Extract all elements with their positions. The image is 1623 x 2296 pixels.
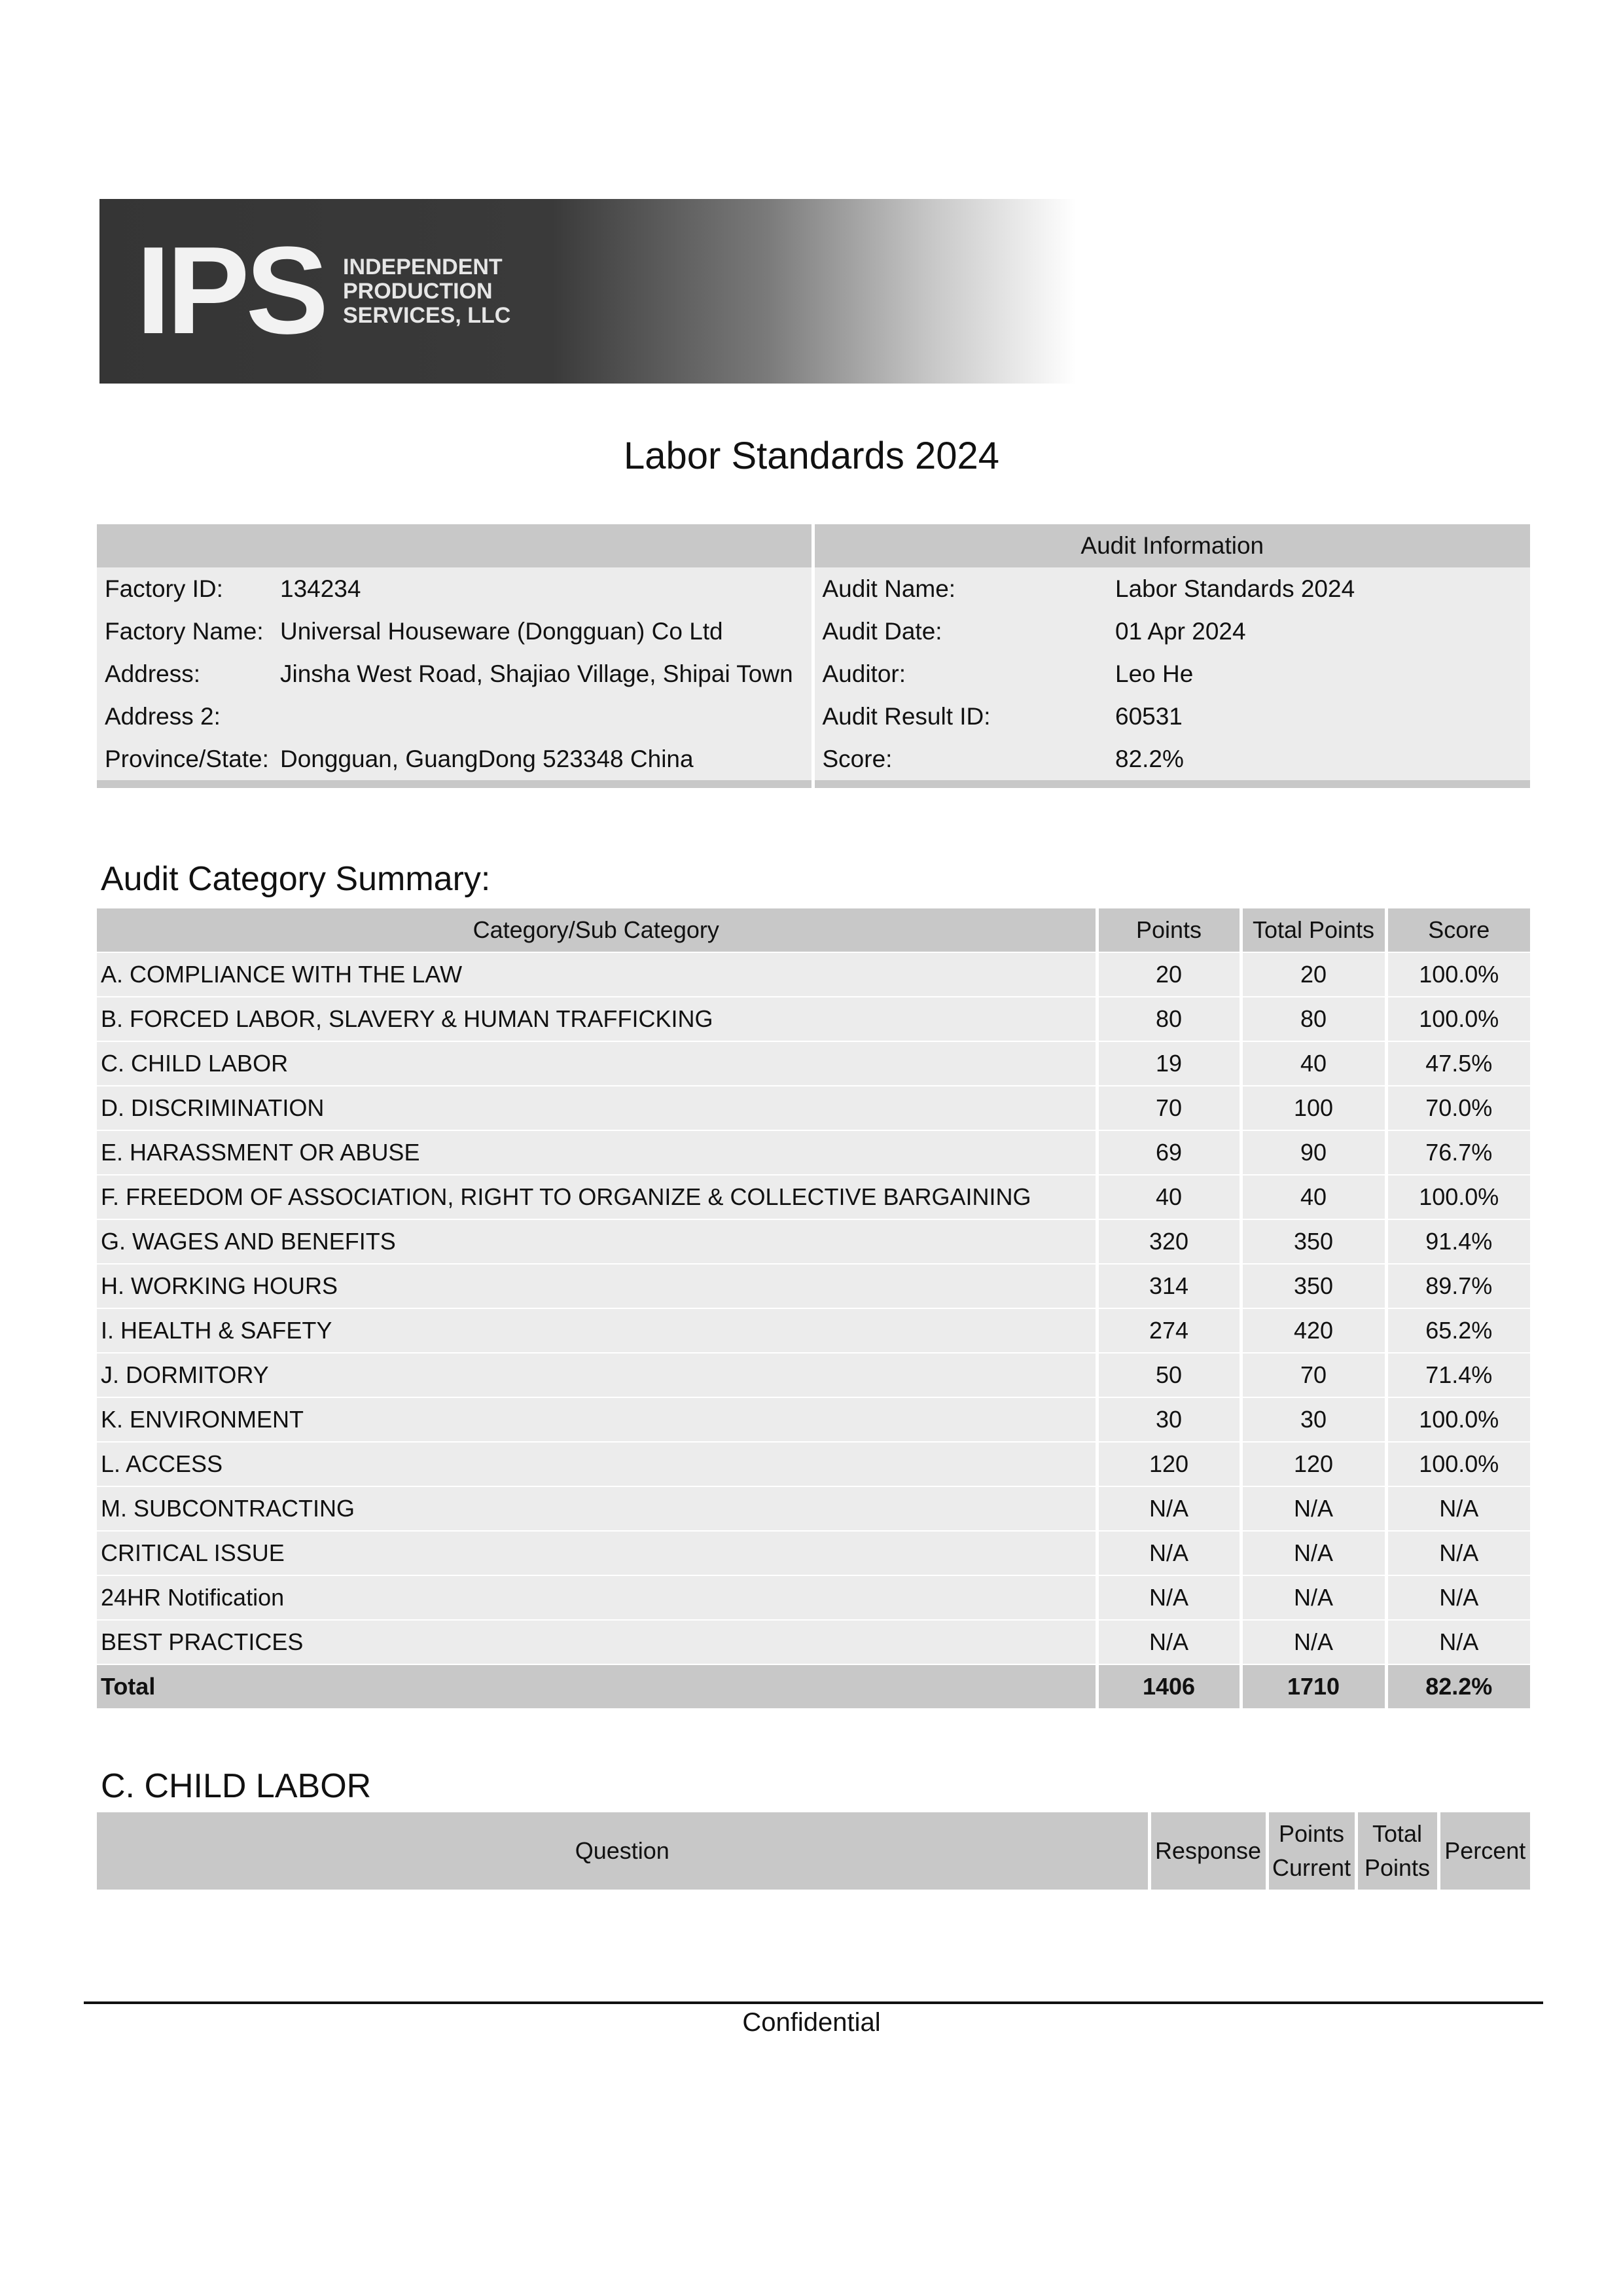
- summary-total-row: [97, 1664, 1530, 1708]
- category-name: B. FORCED LABOR, SLAVERY & HUMAN TRAFFICKING: [97, 997, 1097, 1041]
- factory-id-label: Factory ID:: [97, 567, 272, 610]
- category-points: 30: [1097, 1397, 1241, 1442]
- category-total-points: 120: [1241, 1442, 1386, 1486]
- header-line: Points: [1278, 1820, 1345, 1847]
- category-score: 70.0%: [1386, 1086, 1530, 1130]
- category-score: 47.5%: [1386, 1041, 1530, 1086]
- column-header: Total Points: [1241, 908, 1386, 952]
- category-name: K. ENVIRONMENT: [97, 1397, 1097, 1442]
- category-total-points: 90: [1241, 1130, 1386, 1175]
- category-total-points: 350: [1241, 1219, 1386, 1264]
- category-total-points: 80: [1241, 997, 1386, 1041]
- category-points: N/A: [1097, 1486, 1241, 1531]
- category-score: 100.0%: [1386, 1175, 1530, 1219]
- percent-header: Percent: [1438, 1812, 1530, 1890]
- header-line: Total: [1372, 1820, 1423, 1847]
- table-row: [97, 1308, 1530, 1353]
- category-score: 76.7%: [1386, 1130, 1530, 1175]
- question-table: [97, 1812, 1530, 1890]
- audit-date-label: Audit Date:: [813, 610, 1107, 653]
- category-name: J. DORMITORY: [97, 1353, 1097, 1397]
- total-points-header: [1356, 1812, 1438, 1890]
- category-points: 70: [1097, 1086, 1241, 1130]
- category-score: 100.0%: [1386, 1442, 1530, 1486]
- header-line: Points: [1364, 1854, 1431, 1881]
- table-row: [97, 1041, 1530, 1086]
- category-points: 50: [1097, 1353, 1241, 1397]
- logo-text-line: INDEPENDENT: [343, 255, 503, 279]
- question-header-row: [97, 1812, 1530, 1890]
- table-row: [97, 1264, 1530, 1308]
- factory-name-value: Universal Houseware (Dongguan) Co Ltd: [272, 610, 813, 653]
- address-label: Address:: [97, 653, 272, 695]
- total-label: Total: [97, 1664, 1097, 1708]
- category-total-points: N/A: [1241, 1575, 1386, 1620]
- logo-text-line: SERVICES, LLC: [343, 303, 511, 328]
- category-total-points: 70: [1241, 1353, 1386, 1397]
- auditor-label: Auditor:: [813, 653, 1107, 695]
- info-row: [97, 610, 1530, 653]
- info-row: [97, 695, 1530, 738]
- score-value: 82.2%: [1107, 738, 1530, 780]
- factory-id-value: 134234: [272, 567, 813, 610]
- category-name: L. ACCESS: [97, 1442, 1097, 1486]
- category-score: 89.7%: [1386, 1264, 1530, 1308]
- footer-confidential: Confidential: [742, 2008, 881, 2037]
- table-row: [97, 1086, 1530, 1130]
- address2-label: Address 2:: [97, 695, 272, 738]
- address2-value: [272, 695, 813, 738]
- category-points: 80: [1097, 997, 1241, 1041]
- category-name: A. COMPLIANCE WITH THE LAW: [97, 952, 1097, 997]
- total-score: 82.2%: [1386, 1664, 1530, 1708]
- category-points: 20: [1097, 952, 1241, 997]
- category-score: N/A: [1386, 1486, 1530, 1531]
- category-score: 100.0%: [1386, 997, 1530, 1041]
- category-total-points: 40: [1241, 1175, 1386, 1219]
- category-score: 100.0%: [1386, 1397, 1530, 1442]
- audit-date-value: 01 Apr 2024: [1107, 610, 1530, 653]
- category-name: I. HEALTH & SAFETY: [97, 1308, 1097, 1353]
- score-label: Score:: [813, 738, 1107, 780]
- total-total-points: 1710: [1241, 1664, 1386, 1708]
- address-value: Jinsha West Road, Shajiao Village, Shipai Town: [272, 653, 813, 695]
- category-total-points: N/A: [1241, 1486, 1386, 1531]
- table-row: [97, 1620, 1530, 1664]
- category-total-points: 350: [1241, 1264, 1386, 1308]
- category-points: 40: [1097, 1175, 1241, 1219]
- category-summary-table: [97, 908, 1530, 1708]
- table-row: [97, 997, 1530, 1041]
- category-total-points: 100: [1241, 1086, 1386, 1130]
- category-points: 19: [1097, 1041, 1241, 1086]
- category-points: N/A: [1097, 1531, 1241, 1575]
- category-total-points: 30: [1241, 1397, 1386, 1442]
- category-points: 120: [1097, 1442, 1241, 1486]
- category-name: G. WAGES AND BENEFITS: [97, 1219, 1097, 1264]
- table-row: [97, 1175, 1530, 1219]
- info-row: [97, 567, 1530, 610]
- table-row: [97, 1575, 1530, 1620]
- category-score: N/A: [1386, 1531, 1530, 1575]
- province-value: Dongguan, GuangDong 523348 China: [272, 738, 813, 780]
- column-header: Category/Sub Category: [97, 908, 1097, 952]
- audit-name-label: Audit Name:: [813, 567, 1107, 610]
- summary-title: Audit Category Summary:: [101, 860, 491, 898]
- section-c-title: C. CHILD LABOR: [101, 1767, 372, 1805]
- info-row: [97, 738, 1530, 780]
- category-name: D. DISCRIMINATION: [97, 1086, 1097, 1130]
- category-name: 24HR Notification: [97, 1575, 1097, 1620]
- category-total-points: N/A: [1241, 1620, 1386, 1664]
- company-logo-mark: IPS: [136, 221, 325, 360]
- question-header: Question: [97, 1812, 1149, 1890]
- audit-info-header: Audit Information: [813, 524, 1530, 567]
- category-score: 71.4%: [1386, 1353, 1530, 1397]
- table-row: [97, 1531, 1530, 1575]
- factory-name-label: Factory Name:: [97, 610, 272, 653]
- category-name: BEST PRACTICES: [97, 1620, 1097, 1664]
- header-banner: [99, 199, 1291, 384]
- category-score: 91.4%: [1386, 1219, 1530, 1264]
- column-header: Score: [1386, 908, 1530, 952]
- category-points: 320: [1097, 1219, 1241, 1264]
- category-score: N/A: [1386, 1575, 1530, 1620]
- audit-info-table: [97, 524, 1530, 788]
- response-header: Response: [1149, 1812, 1267, 1890]
- table-row: [97, 1219, 1530, 1264]
- total-points: 1406: [1097, 1664, 1241, 1708]
- category-points: N/A: [1097, 1620, 1241, 1664]
- category-score: N/A: [1386, 1620, 1530, 1664]
- category-name: C. CHILD LABOR: [97, 1041, 1097, 1086]
- category-points: 69: [1097, 1130, 1241, 1175]
- category-name: CRITICAL ISSUE: [97, 1531, 1097, 1575]
- audit-name-value: Labor Standards 2024: [1107, 567, 1530, 610]
- category-name: E. HARASSMENT OR ABUSE: [97, 1130, 1097, 1175]
- footer-divider: [84, 2001, 1543, 2004]
- category-total-points: 20: [1241, 952, 1386, 997]
- table-row: [97, 1486, 1530, 1531]
- category-score: 100.0%: [1386, 952, 1530, 997]
- document-title: Labor Standards 2024: [624, 435, 999, 477]
- logo-text-line: PRODUCTION: [343, 279, 493, 304]
- table-row: [97, 1397, 1530, 1442]
- category-name: F. FREEDOM OF ASSOCIATION, RIGHT TO ORGANIZE & COLLECTIVE BARGAINING: [97, 1175, 1097, 1219]
- info-footer-right: [813, 780, 1530, 788]
- category-score: 65.2%: [1386, 1308, 1530, 1353]
- info-header-row: [97, 524, 1530, 567]
- auditor-value: Leo He: [1107, 653, 1530, 695]
- factory-info-header: [97, 524, 813, 567]
- column-header: Points: [1097, 908, 1241, 952]
- category-points: N/A: [1097, 1575, 1241, 1620]
- points-current-header: [1267, 1812, 1356, 1890]
- info-footer-row: [97, 780, 1530, 788]
- province-label: Province/State:: [97, 738, 272, 780]
- category-name: H. WORKING HOURS: [97, 1264, 1097, 1308]
- category-points: 314: [1097, 1264, 1241, 1308]
- header-line: Current: [1272, 1854, 1351, 1881]
- category-total-points: 40: [1241, 1041, 1386, 1086]
- category-name: M. SUBCONTRACTING: [97, 1486, 1097, 1531]
- table-row: [97, 1442, 1530, 1486]
- table-row: [97, 952, 1530, 997]
- info-row: [97, 653, 1530, 695]
- audit-result-id-label: Audit Result ID:: [813, 695, 1107, 738]
- category-total-points: N/A: [1241, 1531, 1386, 1575]
- table-row: [97, 1130, 1530, 1175]
- company-logo-text: [343, 255, 510, 328]
- category-points: 274: [1097, 1308, 1241, 1353]
- category-total-points: 420: [1241, 1308, 1386, 1353]
- summary-header-row: [97, 908, 1530, 952]
- table-row: [97, 1353, 1530, 1397]
- audit-result-id-value: 60531: [1107, 695, 1530, 738]
- info-footer-left: [97, 780, 813, 788]
